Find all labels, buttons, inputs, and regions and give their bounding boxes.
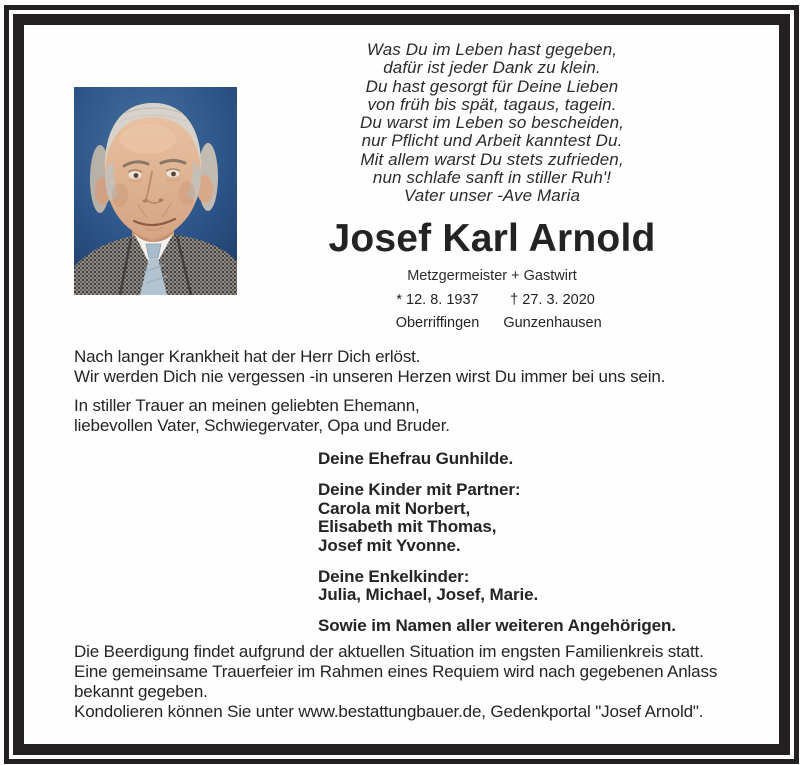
death-date-value: 27. 3. 2020 — [522, 292, 595, 308]
deceased-profession: Metzgermeister + Gastwirt — [407, 268, 577, 284]
death-place: Gunzenhausen — [503, 315, 602, 331]
poem-line: Du hast gesorgt für Deine Lieben — [365, 76, 619, 96]
mourning-line: In stiller Trauer an meinen geliebten Ehemann, — [74, 396, 420, 415]
deceased-name: Josef Karl Arnold — [328, 217, 656, 260]
family-line: Josef mit Yvonne. — [318, 535, 461, 555]
family-line: Deine Kinder mit Partner: — [318, 480, 521, 499]
poem-line: dafür ist jeder Dank zu klein. — [383, 58, 601, 78]
intro-text — [74, 347, 665, 387]
family-line: Julia, Michael, Josef, Marie. — [318, 585, 539, 604]
memorial-frame — [13, 14, 790, 755]
closing-text — [74, 642, 717, 722]
death-date — [495, 291, 610, 310]
family-line: Deine Enkelkinder: — [318, 566, 470, 586]
poem-line: nun schlafe sanft in stiller Ruh'! — [372, 168, 612, 188]
family-line: Carola mit Norbert, — [318, 498, 471, 518]
poem-line: Was Du im Leben hast gegeben, — [366, 40, 618, 59]
birth-date-value: 12. 8. 1937 — [406, 292, 479, 308]
memorial-poem — [264, 41, 720, 206]
family-group-wife — [318, 450, 676, 469]
family-line: Deine Ehefrau Gunhilde. — [318, 449, 514, 468]
family-group-grandchildren — [318, 568, 676, 605]
poem-line: Mit allem warst Du stets zufrieden, — [360, 149, 624, 169]
poem-line: Du warst im Leben so bescheiden, — [359, 113, 624, 133]
closing-line: bekannt gegeben. — [74, 682, 208, 701]
death-symbol: † — [510, 292, 519, 308]
family-line: Sowie im Namen aller weiteren Angehörigen. — [318, 616, 676, 635]
vital-dates — [380, 291, 610, 333]
intro-line: Nach langer Krankheit hat der Herr Dich erlöst. — [74, 347, 421, 366]
family-list — [318, 450, 676, 648]
intro-line: Wir werden Dich nie vergessen -in unseren Herzen wirst Du immer bei uns sein. — [74, 367, 666, 386]
portrait-photo — [74, 87, 237, 295]
family-group-children — [318, 481, 676, 555]
poem-line: nur Pflicht und Arbeit kanntest Du. — [361, 131, 623, 151]
mourning-line: liebevollen Vater, Schwiegervater, Opa und Bruder. — [74, 416, 450, 435]
closing-line: Eine gemeinsame Trauerfeier im Rahmen eines Requiem wird nach gegebenen Anlass — [74, 662, 718, 681]
closing-line: Kondolieren können Sie unter www.bestattungbauer.de, Gedenkportal "Josef Arnold". — [74, 702, 704, 721]
birth-date — [380, 291, 495, 310]
birth-symbol: * — [396, 292, 403, 308]
family-group-relatives — [318, 617, 676, 636]
poem-line: Vater unser -Ave Maria — [403, 186, 581, 206]
birth-place: Oberriffingen — [395, 315, 480, 331]
poem-line: von früh bis spät, tagaus, tagein. — [367, 94, 617, 114]
family-line: Elisabeth mit Thomas, — [318, 517, 497, 536]
closing-line: Die Beerdigung findet aufgrund der aktuellen Situation im engsten Familienkreis statt. — [74, 642, 704, 661]
portrait-illustration — [74, 87, 237, 295]
mourning-text — [74, 396, 450, 436]
